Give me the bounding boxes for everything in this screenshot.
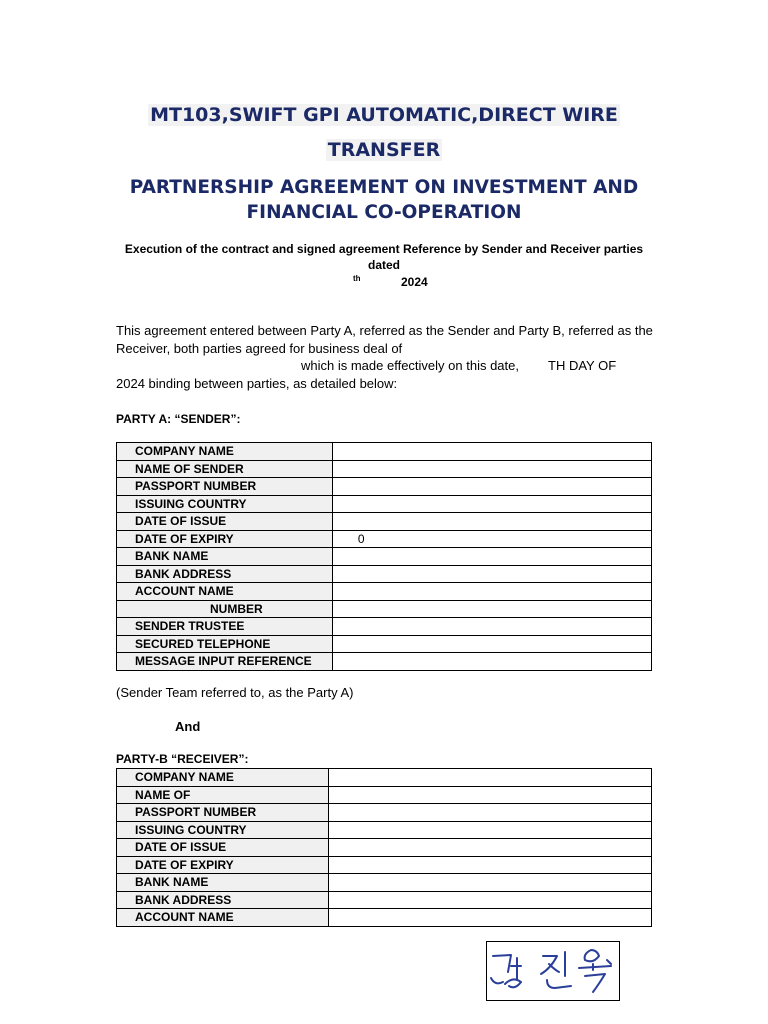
- table-row: [117, 565, 652, 583]
- intro-line-2: Receiver, both parties agreed for business deal of: [116, 341, 403, 356]
- field-value: [332, 548, 651, 566]
- field-value: [332, 495, 651, 513]
- field-label: DATE OF EXPIRY: [117, 856, 329, 874]
- field-label: SECURED TELEPHONE: [117, 635, 333, 653]
- party-a-table: [116, 442, 652, 671]
- field-label: NAME OF SENDER: [117, 460, 333, 478]
- field-label: ACCOUNT NAME: [117, 583, 333, 601]
- party-b-heading: PARTY-B “RECEIVER”:: [116, 752, 249, 766]
- signature-box: [486, 941, 620, 1001]
- field-value: [332, 653, 651, 671]
- table-row: [117, 653, 652, 671]
- table-row: [117, 804, 652, 822]
- field-label: MESSAGE INPUT REFERENCE: [117, 653, 333, 671]
- table-row: [117, 443, 652, 461]
- field-label: ISSUING COUNTRY: [117, 821, 329, 839]
- table-row: [117, 856, 652, 874]
- table-row: [117, 583, 652, 601]
- field-value: [328, 769, 651, 787]
- intro-line-3b: TH DAY OF: [548, 358, 617, 373]
- table-row: [117, 786, 652, 804]
- field-label: PASSPORT NUMBER: [117, 478, 333, 496]
- field-label: COMPANY NAME: [117, 443, 333, 461]
- table-row: [117, 821, 652, 839]
- and-text: And: [175, 719, 201, 734]
- field-label: BANK NAME: [117, 874, 329, 892]
- party-b-table: [116, 768, 652, 927]
- handwritten-signature: [487, 942, 619, 1000]
- subtitle-line-1: PARTNERSHIP AGREEMENT ON INVESTMENT AND: [129, 177, 639, 198]
- field-label: DATE OF ISSUE: [117, 839, 329, 857]
- field-label: ACCOUNT NAME: [117, 909, 329, 927]
- intro-line-3a: which is made effectively on this date,: [301, 358, 519, 373]
- field-value: [332, 583, 651, 601]
- field-value: [332, 478, 651, 496]
- execution-line-2: dated: [367, 258, 400, 272]
- table-row: [117, 530, 652, 548]
- field-value: [332, 618, 651, 636]
- field-label: BANK NAME: [117, 548, 333, 566]
- field-value: [332, 443, 651, 461]
- table-row: [117, 513, 652, 531]
- field-value: [328, 874, 651, 892]
- field-label: PASSPORT NUMBER: [117, 804, 329, 822]
- party-a-note: (Sender Team referred to, as the Party A): [116, 685, 354, 700]
- field-value: [332, 460, 651, 478]
- field-value: [332, 513, 651, 531]
- field-value: 0: [332, 530, 651, 548]
- table-row: [117, 600, 652, 618]
- party-a-heading: PARTY A: “SENDER”:: [116, 412, 241, 426]
- execution-superscript: th: [353, 274, 361, 283]
- table-row: [117, 548, 652, 566]
- table-row: [117, 460, 652, 478]
- execution-line-1: Execution of the contract and signed agreement Reference by Sender and Receiver parties: [124, 242, 644, 256]
- title-line-1: MT103,SWIFT GPI AUTOMATIC,DIRECT WIRE: [150, 104, 618, 126]
- field-label: NUMBER: [117, 600, 333, 618]
- field-label: BANK ADDRESS: [117, 565, 333, 583]
- field-value: [328, 786, 651, 804]
- table-row: [117, 909, 652, 927]
- field-value: [332, 565, 651, 583]
- table-row: [117, 839, 652, 857]
- table-row: [117, 769, 652, 787]
- field-value: [328, 856, 651, 874]
- field-label: DATE OF ISSUE: [117, 513, 333, 531]
- table-row: [117, 874, 652, 892]
- intro-line-1: This agreement entered between Party A, referred as the Sender and Party B, referred as the: [116, 323, 653, 338]
- field-label: COMPANY NAME: [117, 769, 329, 787]
- field-value: [328, 839, 651, 857]
- field-label: SENDER TRUSTEE: [117, 618, 333, 636]
- field-label: ISSUING COUNTRY: [117, 495, 333, 513]
- field-value: [332, 635, 651, 653]
- table-row: [117, 635, 652, 653]
- field-label: BANK ADDRESS: [117, 891, 329, 909]
- intro-line-4: 2024 binding between parties, as detailed below:: [116, 376, 398, 391]
- field-label: NAME OF: [117, 786, 329, 804]
- field-label: DATE OF EXPIRY: [117, 530, 333, 548]
- subtitle-line-2: FINANCIAL CO-OPERATION: [246, 202, 522, 223]
- table-row: [117, 891, 652, 909]
- field-value: [328, 821, 651, 839]
- execution-year: 2024: [401, 275, 428, 289]
- field-value: [328, 891, 651, 909]
- field-value: [328, 804, 651, 822]
- table-row: [117, 478, 652, 496]
- field-value: [332, 600, 651, 618]
- table-row: [117, 495, 652, 513]
- title-line-2: TRANSFER: [327, 139, 441, 161]
- table-row: [117, 618, 652, 636]
- field-value: [328, 909, 651, 927]
